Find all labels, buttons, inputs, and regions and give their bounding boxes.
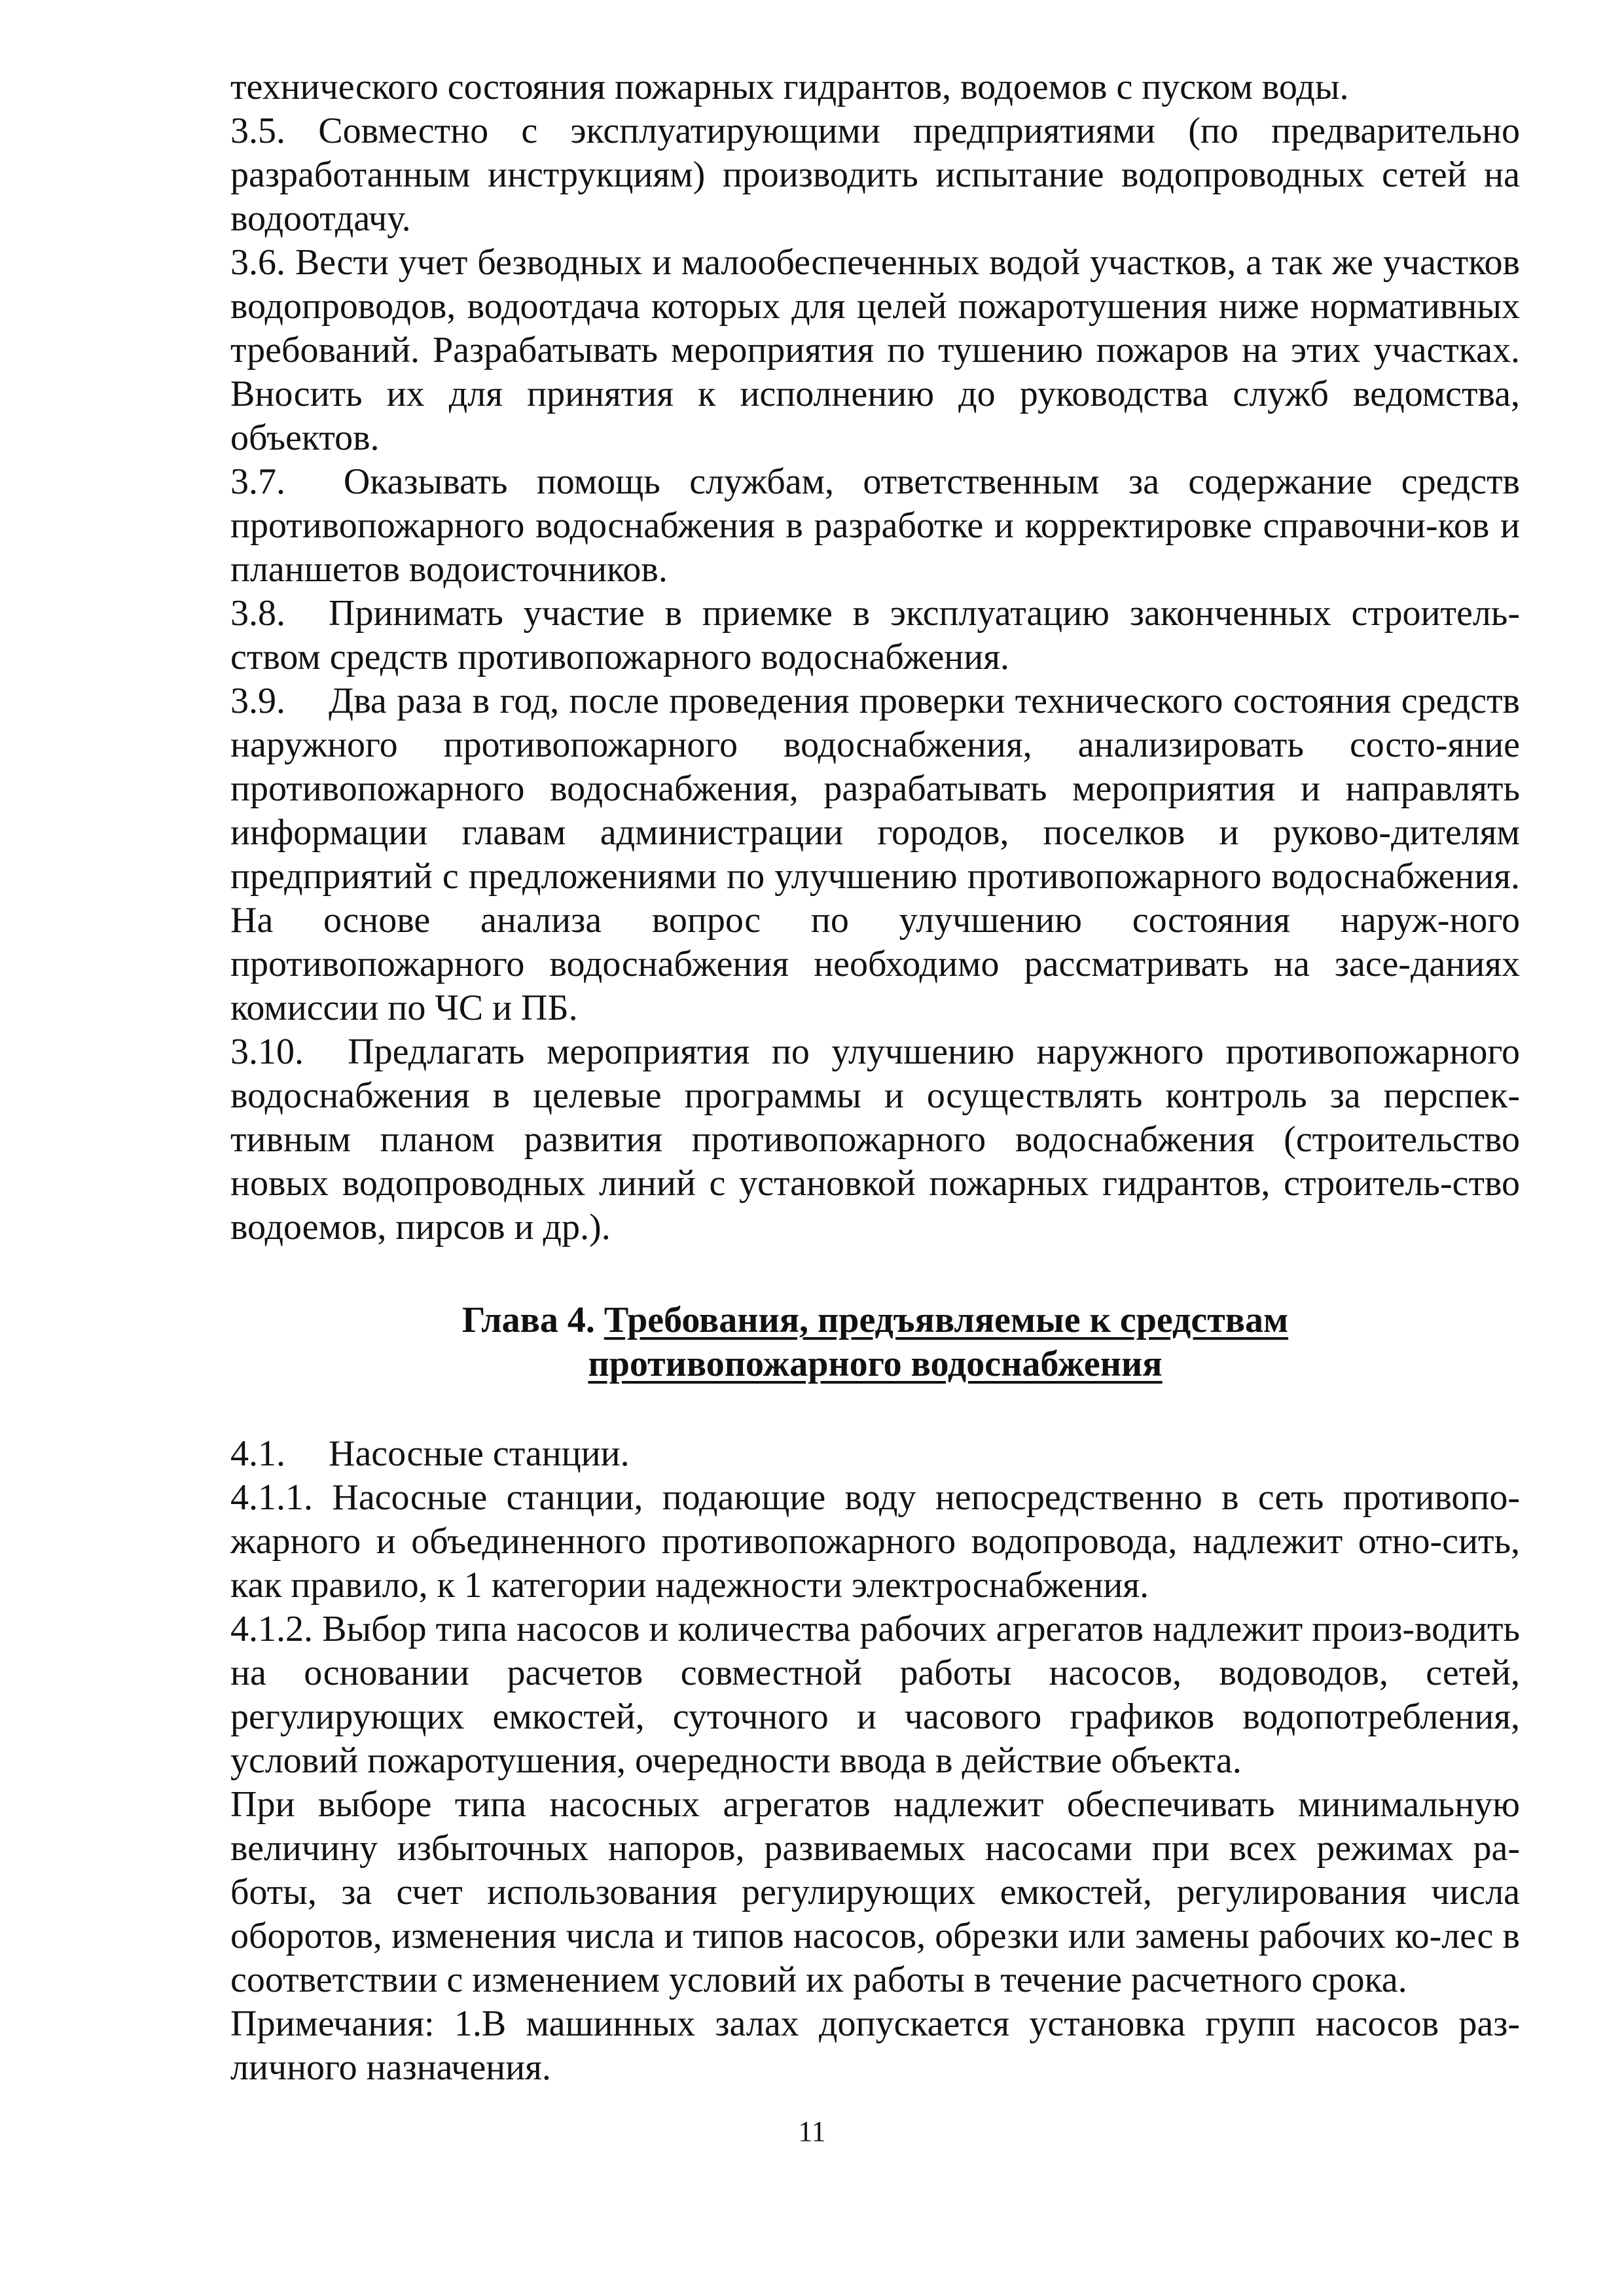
paragraph-text: Насосные станции. bbox=[329, 1433, 630, 1474]
paragraph-3-7 bbox=[230, 460, 1520, 592]
clause-number: 3.8. bbox=[230, 593, 285, 634]
paragraph-text: Вести учет безводных и малообеспеченных водой участков, а так же участков водопроводов, водоотдача которых для целей пожаротушения ниже нормативных требований. Разрабатывать мероприятия по тушению пожаров на этих участках. Вносить их для принятия к исполнению до руководства служб ведомства, объектов. bbox=[230, 242, 1521, 458]
paragraph-3-10 bbox=[230, 1030, 1520, 1249]
paragraph-text: Оказывать помощь службам, ответственным за содержание средств противопожарного водоснабжения в разработке и корректировке справочни-ков и планшетов водоисточников. bbox=[230, 461, 1520, 590]
paragraph-pump-choice bbox=[230, 1783, 1520, 2002]
paragraph-text: Предлагать мероприятия по улучшению наружного противопожарного водоснабжения в целевые программы и осуществлять контроль за перспек-тивным планом развития противопожарного водоснабжения (строительство новых водопроводных линий с установкой пожарных гидрантов, строитель-ство водоемов, пирсов и др.). bbox=[230, 1031, 1521, 1247]
paragraph-continuation bbox=[230, 65, 1520, 109]
chapter-label: Глава 4. bbox=[461, 1300, 595, 1340]
clause-number: 3.6. bbox=[230, 242, 285, 283]
paragraph-text: Выбор типа насосов и количества рабочих агрегатов надлежит произ-водить на основании расчетов совместной работы насосов, водоводов, сетей, регулирующих емкостей, суточного и часового графиков водопотребления, условий пожаротушения, очередности ввода в действие объекта. bbox=[230, 1609, 1520, 1781]
clause-number: 3.7. bbox=[230, 461, 285, 502]
document-page bbox=[230, 65, 1520, 2090]
paragraph-notes bbox=[230, 2002, 1520, 2090]
paragraph-text: Насосные станции, подающие воду непосредственно в сеть противопо-жарного и объединенного противопожарного водопровода, надлежит отно-сить, как правило, к 1 категории надежности электроснабжения. bbox=[230, 1477, 1521, 1605]
page-number: 11 bbox=[798, 2115, 826, 2147]
clause-number: 3.5. bbox=[230, 111, 285, 151]
clause-number: 4.1.1. bbox=[230, 1477, 313, 1518]
paragraph-4-1 bbox=[230, 1432, 1520, 1476]
paragraph-4-1-2 bbox=[230, 1607, 1520, 1783]
paragraph-3-8 bbox=[230, 592, 1520, 679]
paragraph-text: При выборе типа насосных агрегатов надлежит обеспечивать минимальную величину избыточных напоров, развиваемых насосами при всех режимах ра-боты, за счет использования регулирующих емкостей, регулирования числа оборотов, изменения числа и типов насосов, обрезки или замены рабочих ко-лес в соответствии с изменением условий их работы в течение расчетного срока. bbox=[230, 1784, 1520, 2000]
clause-number: 3.9. bbox=[230, 681, 285, 721]
chapter-heading bbox=[230, 1299, 1520, 1386]
clause-number: 4.1.2. bbox=[230, 1609, 313, 1649]
paragraph-text: Примечания: 1.В машинных залах допускается установка групп насосов раз-личного назначения. bbox=[230, 2003, 1520, 2088]
paragraph-text: Совместно с эксплуатирующими предприятиями (по предварительно разработанным инструкциям) производить испытание водопроводных сетей на водоотдачу. bbox=[230, 111, 1521, 239]
paragraph-3-6 bbox=[230, 241, 1520, 460]
chapter-title-line1: Требования, предъявляемые к средствам bbox=[604, 1300, 1289, 1340]
paragraph-text: Принимать участие в приемке в эксплуатацию законченных строитель-ством средств противопожарного водоснабжения. bbox=[230, 593, 1520, 677]
chapter-title-line2: противопожарного водоснабжения bbox=[588, 1344, 1163, 1384]
paragraph-text: Два раза в год, после проведения проверки технического состояния средств наружного противопожарного водоснабжения, анализировать состо-яние противопожарного водоснабжения, разрабатывать мероприятия и направлять информации главам администрации городов, поселков и руково-дителям предприятий с предложениями по улучшению противопожарного водоснабжения. На основе анализа вопрос по улучшению состояния наруж-ного противопожарного водоснабжения необходимо рассматривать на засе-даниях комиссии по ЧС и ПБ. bbox=[230, 681, 1520, 1028]
clause-number: 4.1. bbox=[230, 1433, 285, 1474]
paragraph-3-5 bbox=[230, 109, 1520, 241]
paragraph-3-9 bbox=[230, 679, 1520, 1030]
paragraph-text: технического состояния пожарных гидрантов, водоемов с пуском воды. bbox=[230, 67, 1349, 107]
clause-number: 3.10. bbox=[230, 1031, 304, 1072]
paragraph-4-1-1 bbox=[230, 1476, 1520, 1607]
